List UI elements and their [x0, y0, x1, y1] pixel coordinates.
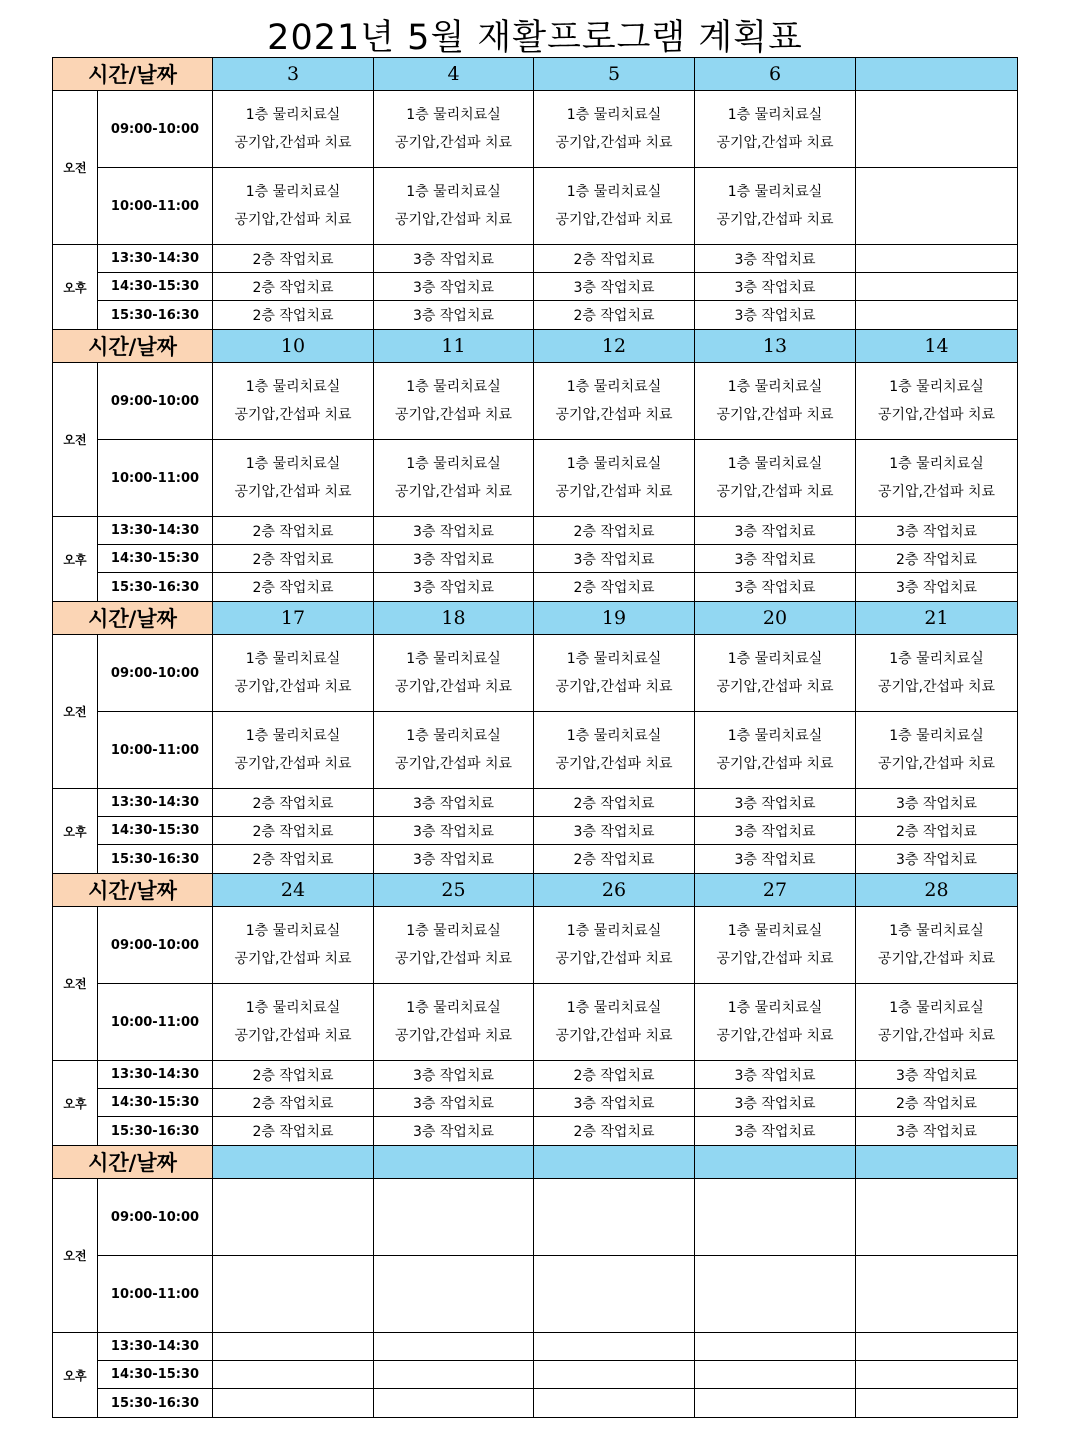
program-treatment: 공기압,간섭파 치료 — [716, 484, 834, 500]
program-treatment: 공기압,간섭파 치료 — [234, 135, 352, 151]
program-room: 1층 물리치료실 — [245, 107, 341, 123]
program-treatment: 공기압,간섭파 치료 — [234, 756, 352, 772]
program-cell: 2층 작업치료 — [213, 1117, 374, 1146]
time-slot: 15:30-16:30 — [98, 845, 213, 874]
program-treatment: 공기압,간섭파 치료 — [394, 484, 513, 500]
program-cell — [534, 1179, 695, 1256]
program-cell — [534, 984, 695, 1061]
program-cell: 2층 작업치료 — [213, 245, 374, 273]
program-room: 1층 물리치료실 — [406, 184, 501, 200]
time-slot: 09:00-10:00 — [98, 635, 213, 712]
program-cell: 3층 작업치료 — [695, 573, 856, 602]
program-cell: 3층 작업치료 — [695, 273, 856, 301]
program-treatment: 공기압,간섭파 치료 — [555, 1028, 673, 1044]
program-cell — [374, 635, 534, 712]
afternoon-row — [53, 1333, 1018, 1361]
program-cell — [534, 363, 695, 440]
date-cell — [374, 1146, 534, 1179]
program-cell: 2층 작업치료 — [213, 517, 374, 545]
time-slot: 15:30-16:30 — [98, 1117, 213, 1146]
program-treatment: 공기압,간섭파 치료 — [877, 1028, 996, 1044]
program-cell: 3층 작업치료 — [856, 1117, 1018, 1146]
program-cell — [534, 1361, 695, 1389]
program-room: 1층 물리치료실 — [566, 379, 662, 395]
program-cell: 3층 작업치료 — [374, 817, 534, 845]
program-treatment: 공기압,간섭파 치료 — [716, 1028, 834, 1044]
afternoon-row — [53, 1117, 1018, 1146]
afternoon-row — [53, 1089, 1018, 1117]
morning-row — [53, 907, 1018, 984]
program-cell — [856, 635, 1018, 712]
program-cell: 3층 작업치료 — [695, 789, 856, 817]
program-cell — [213, 635, 374, 712]
program-cell — [534, 91, 695, 168]
program-cell: 3층 작업치료 — [695, 817, 856, 845]
program-cell — [374, 440, 534, 517]
program-room: 1층 물리치료실 — [566, 1000, 662, 1016]
program-room: 1층 물리치료실 — [889, 379, 984, 395]
time-slot: 09:00-10:00 — [98, 91, 213, 168]
program-treatment: 공기압,간섭파 치료 — [877, 679, 996, 695]
program-treatment: 공기압,간섭파 치료 — [716, 679, 834, 695]
program-cell — [856, 984, 1018, 1061]
program-cell — [374, 712, 534, 789]
program-room: 1층 물리치료실 — [406, 107, 501, 123]
program-room: 1층 물리치료실 — [727, 651, 823, 667]
program-cell — [534, 440, 695, 517]
time-slot: 13:30-14:30 — [98, 517, 213, 545]
program-cell: 2층 작업치료 — [534, 573, 695, 602]
program-room: 1층 물리치료실 — [245, 184, 341, 200]
program-room: 1층 물리치료실 — [889, 1000, 984, 1016]
program-cell — [856, 1389, 1018, 1418]
afternoon-row — [53, 817, 1018, 845]
afternoon-row — [53, 517, 1018, 545]
program-cell — [534, 168, 695, 245]
afternoon-row — [53, 545, 1018, 573]
period-label-am: 오전 — [53, 1179, 98, 1333]
program-treatment: 공기압,간섭파 치료 — [234, 212, 352, 228]
time-slot: 10:00-11:00 — [98, 168, 213, 245]
program-cell: 2층 작업치료 — [856, 817, 1018, 845]
program-cell — [695, 1256, 856, 1333]
program-cell: 3층 작업치료 — [856, 573, 1018, 602]
program-room: 1층 물리치료실 — [245, 1000, 341, 1016]
program-room: 1층 물리치료실 — [245, 651, 341, 667]
period-label-am: 오전 — [53, 635, 98, 789]
program-cell: 3층 작업치료 — [856, 845, 1018, 874]
program-treatment: 공기압,간섭파 치료 — [234, 679, 352, 695]
program-cell — [534, 907, 695, 984]
program-cell: 3층 작업치료 — [534, 1089, 695, 1117]
program-cell — [695, 635, 856, 712]
time-slot: 10:00-11:00 — [98, 1256, 213, 1333]
program-cell: 2층 작업치료 — [213, 817, 374, 845]
program-cell — [695, 712, 856, 789]
program-treatment: 공기압,간섭파 치료 — [394, 135, 513, 151]
afternoon-row — [53, 1389, 1018, 1418]
program-room: 1층 물리치료실 — [727, 379, 823, 395]
date-cell: 6 — [695, 58, 856, 91]
program-room: 1층 물리치료실 — [566, 184, 662, 200]
date-cell: 26 — [534, 874, 695, 907]
program-cell — [856, 1333, 1018, 1361]
program-cell: 3층 작업치료 — [534, 545, 695, 573]
program-cell: 2층 작업치료 — [534, 789, 695, 817]
program-cell — [534, 635, 695, 712]
program-room: 1층 물리치료실 — [245, 923, 341, 939]
time-slot: 13:30-14:30 — [98, 245, 213, 273]
program-cell — [374, 168, 534, 245]
program-cell: 2층 작업치료 — [534, 845, 695, 874]
program-room: 1층 물리치료실 — [566, 923, 662, 939]
program-room: 1층 물리치료실 — [406, 651, 501, 667]
program-cell: 3층 작업치료 — [695, 517, 856, 545]
date-cell: 14 — [856, 330, 1018, 363]
program-cell — [856, 301, 1018, 330]
program-room: 1층 물리치료실 — [406, 379, 501, 395]
program-room: 1층 물리치료실 — [566, 456, 662, 472]
program-cell — [374, 907, 534, 984]
program-cell — [856, 273, 1018, 301]
program-treatment: 공기압,간섭파 치료 — [716, 951, 834, 967]
program-cell: 3층 작업치료 — [695, 1061, 856, 1089]
time-slot: 15:30-16:30 — [98, 301, 213, 330]
program-cell: 3층 작업치료 — [374, 545, 534, 573]
time-date-header: 시간/날짜 — [53, 874, 213, 907]
program-cell — [695, 907, 856, 984]
program-cell — [856, 907, 1018, 984]
date-cell — [213, 1146, 374, 1179]
program-cell — [695, 1361, 856, 1389]
time-slot: 13:30-14:30 — [98, 1061, 213, 1089]
period-label-pm: 오후 — [53, 517, 98, 602]
program-cell: 3층 작업치료 — [374, 517, 534, 545]
program-cell: 2층 작업치료 — [856, 545, 1018, 573]
program-cell — [213, 91, 374, 168]
program-treatment: 공기압,간섭파 치료 — [394, 1028, 513, 1044]
program-cell: 3층 작업치료 — [374, 245, 534, 273]
time-slot: 14:30-15:30 — [98, 1089, 213, 1117]
date-cell — [695, 1146, 856, 1179]
schedule-table — [52, 57, 1018, 1418]
program-room: 1층 물리치료실 — [889, 456, 984, 472]
morning-row — [53, 1256, 1018, 1333]
program-treatment: 공기압,간섭파 치료 — [394, 756, 513, 772]
program-cell: 3층 작업치료 — [695, 1117, 856, 1146]
period-label-pm: 오후 — [53, 789, 98, 874]
program-cell — [374, 363, 534, 440]
program-treatment: 공기압,간섭파 치료 — [394, 407, 513, 423]
program-treatment: 공기압,간섭파 치료 — [555, 679, 673, 695]
program-cell — [213, 712, 374, 789]
program-cell: 3층 작업치료 — [534, 817, 695, 845]
period-label-pm: 오후 — [53, 245, 98, 330]
program-cell: 3층 작업치료 — [695, 245, 856, 273]
program-cell: 2층 작업치료 — [213, 845, 374, 874]
date-cell — [534, 1146, 695, 1179]
morning-row — [53, 91, 1018, 168]
program-cell — [213, 1361, 374, 1389]
program-room: 1층 물리치료실 — [406, 456, 501, 472]
morning-row — [53, 1179, 1018, 1256]
morning-row — [53, 168, 1018, 245]
program-treatment: 공기압,간섭파 치료 — [555, 484, 673, 500]
program-cell: 2층 작업치료 — [213, 573, 374, 602]
date-cell — [856, 58, 1018, 91]
program-cell — [374, 91, 534, 168]
time-slot: 09:00-10:00 — [98, 363, 213, 440]
afternoon-row — [53, 273, 1018, 301]
program-treatment: 공기압,간섭파 치료 — [394, 212, 513, 228]
program-cell — [213, 440, 374, 517]
program-room: 1층 물리치료실 — [566, 107, 662, 123]
week-header-row — [53, 330, 1018, 363]
date-cell: 17 — [213, 602, 374, 635]
program-cell: 3층 작업치료 — [856, 517, 1018, 545]
program-cell — [374, 1361, 534, 1389]
time-date-header: 시간/날짜 — [53, 1146, 213, 1179]
week-header-row — [53, 1146, 1018, 1179]
week-header-row — [53, 874, 1018, 907]
program-treatment: 공기압,간섭파 치료 — [716, 756, 834, 772]
week-header-row — [53, 58, 1018, 91]
program-room: 1층 물리치료실 — [406, 923, 501, 939]
program-cell: 3층 작업치료 — [374, 301, 534, 330]
program-room: 1층 물리치료실 — [245, 728, 341, 744]
program-cell — [695, 363, 856, 440]
program-treatment: 공기압,간섭파 치료 — [877, 951, 996, 967]
program-cell — [856, 168, 1018, 245]
program-cell: 3층 작업치료 — [374, 1089, 534, 1117]
program-cell — [534, 1256, 695, 1333]
program-cell — [695, 91, 856, 168]
program-room: 1층 물리치료실 — [566, 651, 662, 667]
program-cell — [374, 1389, 534, 1418]
program-cell — [695, 984, 856, 1061]
program-cell — [213, 363, 374, 440]
time-slot: 13:30-14:30 — [98, 789, 213, 817]
period-label-am: 오전 — [53, 91, 98, 245]
program-cell — [213, 1389, 374, 1418]
program-cell — [213, 1256, 374, 1333]
program-treatment: 공기압,간섭파 치료 — [394, 679, 513, 695]
program-cell — [856, 712, 1018, 789]
date-cell: 20 — [695, 602, 856, 635]
morning-row — [53, 635, 1018, 712]
program-cell: 3층 작업치료 — [374, 1117, 534, 1146]
program-treatment: 공기압,간섭파 치료 — [716, 212, 834, 228]
program-cell: 3층 작업치료 — [534, 273, 695, 301]
program-cell: 3층 작업치료 — [695, 845, 856, 874]
time-slot: 15:30-16:30 — [98, 573, 213, 602]
morning-row — [53, 712, 1018, 789]
program-room: 1층 물리치료실 — [727, 456, 823, 472]
program-cell: 2층 작업치료 — [534, 1061, 695, 1089]
afternoon-row — [53, 1061, 1018, 1089]
program-cell — [213, 907, 374, 984]
date-cell: 25 — [374, 874, 534, 907]
program-cell — [856, 440, 1018, 517]
program-treatment: 공기압,간섭파 치료 — [555, 756, 673, 772]
date-cell: 3 — [213, 58, 374, 91]
program-treatment: 공기압,간섭파 치료 — [877, 484, 996, 500]
program-cell: 2층 작업치료 — [213, 1089, 374, 1117]
program-cell: 2층 작업치료 — [534, 301, 695, 330]
program-cell: 3층 작업치료 — [374, 273, 534, 301]
program-treatment: 공기압,간섭파 치료 — [555, 212, 673, 228]
program-treatment: 공기압,간섭파 치료 — [234, 407, 352, 423]
program-room: 1층 물리치료실 — [889, 651, 984, 667]
program-cell — [856, 91, 1018, 168]
date-cell: 13 — [695, 330, 856, 363]
program-cell: 2층 작업치료 — [213, 789, 374, 817]
time-slot: 10:00-11:00 — [98, 712, 213, 789]
time-date-header: 시간/날짜 — [53, 330, 213, 363]
program-cell — [374, 984, 534, 1061]
time-slot: 14:30-15:30 — [98, 1361, 213, 1389]
program-treatment: 공기압,간섭파 치료 — [234, 951, 352, 967]
week-header-row — [53, 602, 1018, 635]
morning-row — [53, 984, 1018, 1061]
program-cell — [856, 1179, 1018, 1256]
program-cell — [374, 1179, 534, 1256]
program-room: 1층 물리치료실 — [727, 107, 823, 123]
time-slot: 15:30-16:30 — [98, 1389, 213, 1418]
program-cell: 3층 작업치료 — [374, 1061, 534, 1089]
program-cell — [213, 1179, 374, 1256]
program-cell: 3층 작업치료 — [856, 789, 1018, 817]
program-treatment: 공기압,간섭파 치료 — [877, 756, 996, 772]
program-cell — [213, 1333, 374, 1361]
program-room: 1층 물리치료실 — [566, 728, 662, 744]
program-room: 1층 물리치료실 — [406, 1000, 501, 1016]
date-cell: 21 — [856, 602, 1018, 635]
program-cell — [856, 245, 1018, 273]
program-treatment: 공기압,간섭파 치료 — [234, 1028, 352, 1044]
program-cell: 3층 작업치료 — [374, 573, 534, 602]
period-label-pm: 오후 — [53, 1061, 98, 1146]
afternoon-row — [53, 1361, 1018, 1389]
time-slot: 14:30-15:30 — [98, 817, 213, 845]
time-slot: 14:30-15:30 — [98, 273, 213, 301]
date-cell: 18 — [374, 602, 534, 635]
program-room: 1층 물리치료실 — [889, 728, 984, 744]
date-cell: 28 — [856, 874, 1018, 907]
time-date-header: 시간/날짜 — [53, 58, 213, 91]
program-room: 1층 물리치료실 — [245, 456, 341, 472]
program-room: 1층 물리치료실 — [727, 1000, 823, 1016]
period-label-pm: 오후 — [53, 1333, 98, 1418]
program-cell — [213, 984, 374, 1061]
program-room: 1층 물리치료실 — [245, 379, 341, 395]
program-cell — [213, 168, 374, 245]
afternoon-row — [53, 573, 1018, 602]
date-cell: 12 — [534, 330, 695, 363]
program-cell: 3층 작업치료 — [695, 545, 856, 573]
morning-row — [53, 440, 1018, 517]
program-treatment: 공기압,간섭파 치료 — [877, 407, 996, 423]
program-cell: 3층 작업치료 — [374, 845, 534, 874]
program-cell: 3층 작업치료 — [374, 789, 534, 817]
program-room: 1층 물리치료실 — [406, 728, 501, 744]
program-treatment: 공기압,간섭파 치료 — [234, 484, 352, 500]
time-slot: 10:00-11:00 — [98, 984, 213, 1061]
program-cell — [374, 1333, 534, 1361]
program-cell: 3층 작업치료 — [695, 301, 856, 330]
date-cell: 10 — [213, 330, 374, 363]
date-cell — [856, 1146, 1018, 1179]
program-cell — [695, 1333, 856, 1361]
date-cell: 27 — [695, 874, 856, 907]
program-treatment: 공기압,간섭파 치료 — [716, 135, 834, 151]
program-cell — [856, 1256, 1018, 1333]
program-cell — [695, 1389, 856, 1418]
program-cell: 3층 작업치료 — [856, 1061, 1018, 1089]
program-cell: 2층 작업치료 — [856, 1089, 1018, 1117]
program-cell: 2층 작업치료 — [213, 301, 374, 330]
period-label-am: 오전 — [53, 363, 98, 517]
program-treatment: 공기압,간섭파 치료 — [555, 951, 673, 967]
program-cell: 2층 작업치료 — [534, 517, 695, 545]
program-cell — [856, 1361, 1018, 1389]
program-cell — [534, 1333, 695, 1361]
program-cell — [534, 1389, 695, 1418]
program-cell — [856, 363, 1018, 440]
date-cell: 24 — [213, 874, 374, 907]
program-room: 1층 물리치료실 — [889, 923, 984, 939]
date-cell: 5 — [534, 58, 695, 91]
program-cell: 2층 작업치료 — [534, 1117, 695, 1146]
program-cell: 2층 작업치료 — [213, 1061, 374, 1089]
program-cell — [534, 712, 695, 789]
afternoon-row — [53, 789, 1018, 817]
program-cell: 2층 작업치료 — [213, 545, 374, 573]
program-room: 1층 물리치료실 — [727, 184, 823, 200]
period-label-am: 오전 — [53, 907, 98, 1061]
program-cell: 3층 작업치료 — [695, 1089, 856, 1117]
time-slot: 10:00-11:00 — [98, 440, 213, 517]
page-title: 2021년 5월 재활프로그램 계획표 — [267, 18, 803, 58]
program-cell — [374, 1256, 534, 1333]
date-cell: 4 — [374, 58, 534, 91]
afternoon-row — [53, 245, 1018, 273]
program-room: 1층 물리치료실 — [727, 728, 823, 744]
time-slot: 09:00-10:00 — [98, 907, 213, 984]
program-cell — [695, 440, 856, 517]
program-cell: 2층 작업치료 — [213, 273, 374, 301]
program-cell: 2층 작업치료 — [534, 245, 695, 273]
afternoon-row — [53, 301, 1018, 330]
time-slot: 14:30-15:30 — [98, 545, 213, 573]
program-treatment: 공기압,간섭파 치료 — [716, 407, 834, 423]
morning-row — [53, 363, 1018, 440]
program-cell — [695, 168, 856, 245]
time-slot: 13:30-14:30 — [98, 1333, 213, 1361]
afternoon-row — [53, 845, 1018, 874]
time-date-header: 시간/날짜 — [53, 602, 213, 635]
program-room: 1층 물리치료실 — [727, 923, 823, 939]
program-treatment: 공기압,간섭파 치료 — [555, 135, 673, 151]
program-cell — [695, 1179, 856, 1256]
time-slot: 09:00-10:00 — [98, 1179, 213, 1256]
program-treatment: 공기압,간섭파 치료 — [394, 951, 513, 967]
program-treatment: 공기압,간섭파 치료 — [555, 407, 673, 423]
date-cell: 19 — [534, 602, 695, 635]
date-cell: 11 — [374, 330, 534, 363]
